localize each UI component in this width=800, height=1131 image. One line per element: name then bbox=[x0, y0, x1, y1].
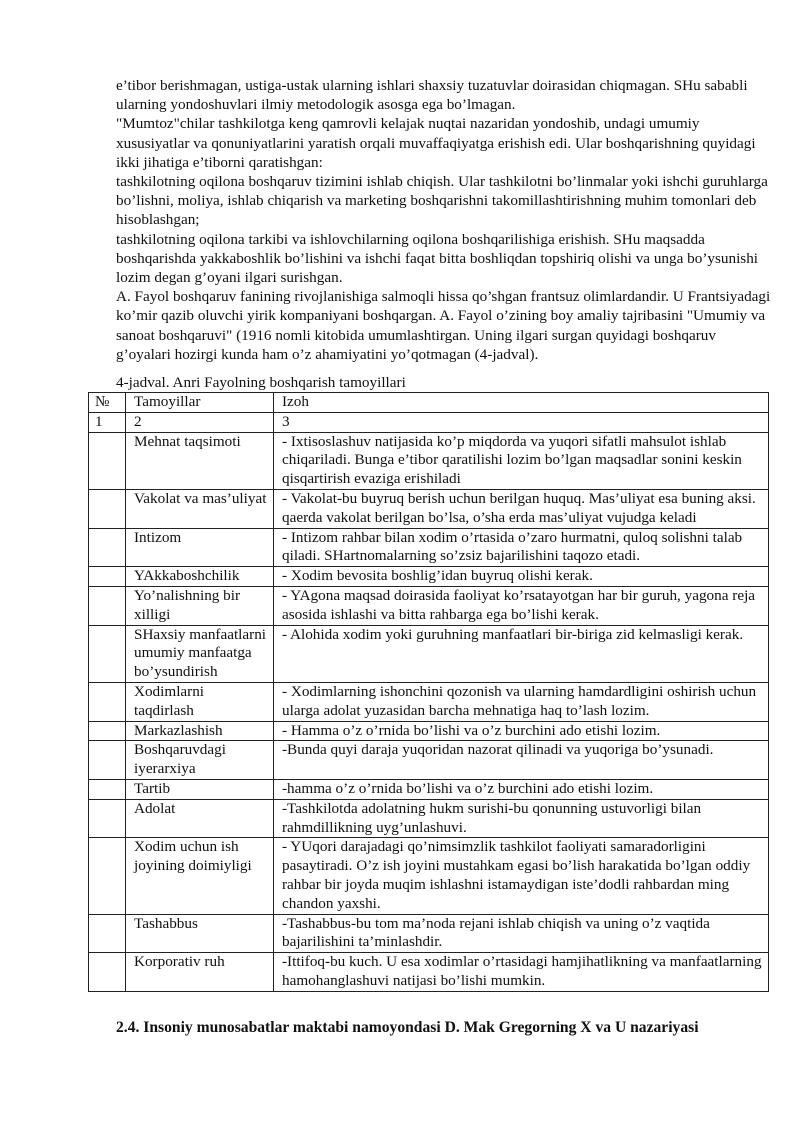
principle-cell: Xodimlarni taqdirlash bbox=[126, 682, 274, 721]
table-row bbox=[89, 741, 769, 780]
principle-cell: Xodim uchun ish joyining doimiyligi bbox=[126, 838, 274, 914]
column-number-3: 3 bbox=[274, 412, 769, 432]
row-number-cell bbox=[89, 779, 126, 799]
row-number-cell bbox=[89, 838, 126, 914]
row-number-cell bbox=[89, 721, 126, 741]
row-number-cell bbox=[89, 625, 126, 682]
body-text bbox=[116, 76, 771, 364]
table-header-row bbox=[89, 393, 769, 413]
note-cell: - Alohida xodim yoki guruhning manfaatlari bir-biriga zid kelmasligi kerak. bbox=[274, 625, 769, 682]
table-row bbox=[89, 528, 769, 567]
row-number-cell bbox=[89, 953, 126, 992]
note-cell: - Intizom rahbar bilan xodim o’rtasida o’zaro hurmatni, quloq solishni talab qiladi. SHartnomalarning so’zsiz bajarilishini taqozo etadi. bbox=[274, 528, 769, 567]
table-row bbox=[89, 489, 769, 528]
table-row bbox=[89, 838, 769, 914]
note-cell: - Xodimlarning ishonchini qozonish va ularning hamdardligini oshirish uchun ularga adolat yuzasidan barcha mehnatiga haq to’lash lozim. bbox=[274, 682, 769, 721]
header-number: № bbox=[89, 393, 126, 413]
row-number-cell bbox=[89, 682, 126, 721]
principle-cell: Tashabbus bbox=[126, 914, 274, 953]
paragraph: A. Fayol boshqaruv fanining rivojlanishiga salmoqli hissa qo’shgan frantsuz olimlardandir. U Frantsiyadagi ko’mir qazib oluvchi yirik kompaniyani boshqargan. A. Fayol o’zining boy amaliy tajribasini "Umumiy va sanoat boshqaruvi" (1916 nomli kitobida umumlashtirgan. Uning ilgari surgan quyidagi boshqaruv g’oyalari hozirgi kunda ham o’z ahamiyatini yo’qotmagan (4-jadval). bbox=[116, 288, 771, 363]
note-cell: -Tashabbus-bu tom ma’noda rejani ishlab chiqish va uning o’z vaqtida bajarilishini ta’minlashdir. bbox=[274, 914, 769, 953]
principle-cell: Korporativ ruh bbox=[126, 953, 274, 992]
principle-cell: Mehnat taqsimoti bbox=[126, 432, 274, 489]
row-number-cell bbox=[89, 586, 126, 625]
column-number-1: 1 bbox=[89, 412, 126, 432]
note-cell: -Bunda quyi daraja yuqoridan nazorat qilinadi va yuqoriga bo’ysunadi. bbox=[274, 741, 769, 780]
note-cell: - Hamma o’z o’rnida bo’lishi va o’z burchini ado etishi lozim. bbox=[274, 721, 769, 741]
note-cell: - YUqori darajadagi qo’nimsimzlik tashkilot faoliyati samaradorligini pasaytiradi. O’z ish joyini mustahkam egasi bo’lish harakatida bo’lgan oddiy rahbar bir joyda muqim ishlashni istamaydigan iste’dodli rahbardan ming chandon yaxshi. bbox=[274, 838, 769, 914]
table-row bbox=[89, 432, 769, 489]
row-number-cell bbox=[89, 528, 126, 567]
note-cell: - Xodim bevosita boshlig’idan buyruq olishi kerak. bbox=[274, 567, 769, 587]
principle-cell: Markazlashish bbox=[126, 721, 274, 741]
principle-cell: Vakolat va mas’uliyat bbox=[126, 489, 274, 528]
paragraph: tashkilotning oqilona boshqaruv tizimini ishlab chiqish. Ular tashkilotni bo’linmalar yoki ishchi guruhlarga bo’lishni, moliya, ishlab chiqarish va marketing boshqarishni takomillashtirishning muhim tomonlari deb hisoblashgan; bbox=[116, 173, 768, 229]
paragraph: "Mumtoz"chilar tashkilotga keng qamrovli kelajak nuqtai nazaridan yondoshib, undagi umumiy xususiyatlar va qonuniyatlarini yaratish orqali muvaffaqiyatga erishish edi. Ular boshqarishning quyidagi ikki jihatiga e’tiborni qaratishgan: bbox=[116, 115, 756, 171]
table-row bbox=[89, 625, 769, 682]
table-row bbox=[89, 721, 769, 741]
note-cell: - YAgona maqsad doirasida faoliyat ko’rsatayotgan har bir guruh, yagona reja asosida ishlashi va bitta rahbarga ega bo’lishi kerak. bbox=[274, 586, 769, 625]
principle-cell: Adolat bbox=[126, 799, 274, 838]
row-number-cell bbox=[89, 432, 126, 489]
table-row bbox=[89, 799, 769, 838]
paragraph: e’tibor berishmagan, ustiga-ustak ularning ishlari shaxsiy tuzatuvlar doirasidan chiqmagan. SHu sababli ularning yondoshuvlari ilmiy metodologik asosga ega bo’lmagan. bbox=[116, 77, 748, 114]
row-number-cell bbox=[89, 799, 126, 838]
row-number-cell bbox=[89, 489, 126, 528]
paragraph: tashkilotning oqilona tarkibi va ishlovchilarning oqilona boshqarilishiga erishish. SHu maqsadda boshqarishda yakkaboshlik bo’lishini va ishchi faqat bitta boshliqdan topshiriq olishi va unga bo’ysunishi lozim degan g’oyani ilgari surishgan. bbox=[116, 230, 759, 287]
column-number-2: 2 bbox=[126, 412, 274, 432]
table-row bbox=[89, 567, 769, 587]
row-number-cell bbox=[89, 567, 126, 587]
principles-table bbox=[88, 392, 769, 992]
note-cell: -Ittifoq-bu kuch. U esa xodimlar o’rtasidagi hamjihatlikning va manfaatlarning hamohanglashuvi natijasi bo’lishi mumkin. bbox=[274, 953, 769, 992]
note-cell: - Ixtisoslashuv natijasida ko’p miqdorda va yuqori sifatli mahsulot ishlab chiqariladi. Bunga e’tibor qaratilishi lozim bo’lgan maqsadlar sonini keskin qisqartirish evaziga erishiladi bbox=[274, 432, 769, 489]
principle-cell: Tartib bbox=[126, 779, 274, 799]
principle-cell: Yo’nalishning bir xilligi bbox=[126, 586, 274, 625]
principle-cell: YAkkaboshchilik bbox=[126, 567, 274, 587]
table-caption: 4-jadval. Anri Fayolning boshqarish tamoyillari bbox=[116, 374, 406, 391]
principle-cell: SHaxsiy manfaatlarni umumiy manfaatga bo’ysundirish bbox=[126, 625, 274, 682]
section-heading: 2.4. Insoniy munosabatlar maktabi namoyondasi D. Mak Gregorning X va U nazariyasi bbox=[116, 1019, 699, 1036]
table-row bbox=[89, 779, 769, 799]
principle-cell: Intizom bbox=[126, 528, 274, 567]
row-number-cell bbox=[89, 914, 126, 953]
table-row bbox=[89, 586, 769, 625]
note-cell: - Vakolat-bu buyruq berish uchun berilgan huquq. Mas’uliyat esa buning aksi. qaerda vakolat berilgan bo’lsa, o’sha erda mas’uliyat vujudga keladi bbox=[274, 489, 769, 528]
principle-cell: Boshqaruvdagi iyerarxiya bbox=[126, 741, 274, 780]
table-numbering-row bbox=[89, 412, 769, 432]
header-principles: Tamoyillar bbox=[126, 393, 274, 413]
table-row bbox=[89, 914, 769, 953]
note-cell: -Tashkilotda adolatning hukm surishi-bu qonunning ustuvorligi bilan rahmdillikning uyg’unlashuvi. bbox=[274, 799, 769, 838]
table-row bbox=[89, 682, 769, 721]
header-note: Izoh bbox=[274, 393, 769, 413]
note-cell: -hamma o’z o’rnida bo’lishi va o’z burchini ado etishi lozim. bbox=[274, 779, 769, 799]
row-number-cell bbox=[89, 741, 126, 780]
table-row bbox=[89, 953, 769, 992]
